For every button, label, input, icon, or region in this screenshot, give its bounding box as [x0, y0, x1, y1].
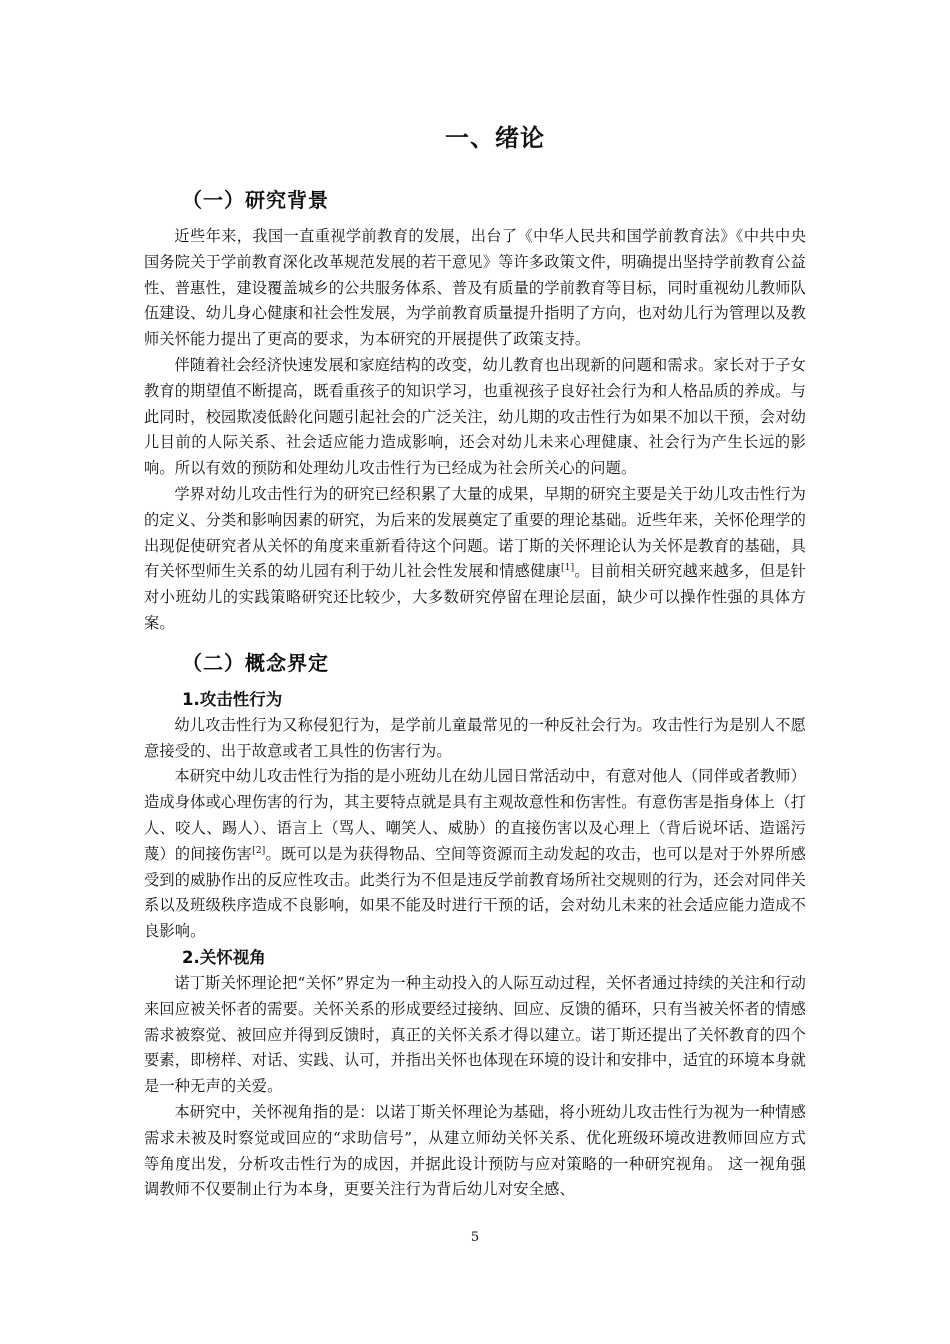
page-content: [144, 118, 806, 1203]
paragraph-policy-background: 近些年来，我国一直重视学前教育的发展，出台了《中华人民共和国学前教育法》《中共中央国务院关于学前教育深化改革规范发展的若干意见》等许多政策文件，明确提出坚持学前教育公益性、普惠性，建设覆盖城乡的公共服务体系、普及有质量的学前教育等目标，同时重视幼儿教师队伍建设、幼儿身心健康和社会性发展，为学前教育质量提升指明了方向，也对幼儿行为管理以及教师关怀能力提出了更高的要求，为本研究的开展提供了政策支持。: [144, 227, 806, 349]
paragraph-care-theory: 诺丁斯关怀理论把“关怀”界定为一种主动投入的人际互动过程，关怀者通过持续的关注和行动来回应被关怀者的需要。关怀关系的形成要经过接纳、回应、反馈的循环，只有当被关怀者的情感需求被察觉、被回应并得到反馈时，真正的关怀关系才得以建立。诺丁斯还提出了关怀教育的四个要素，即榜样、对话、实践、认可，并指出关怀也体现在环境的设计和安排中，适宜的环境本身就是一种无声的关爱。: [144, 973, 806, 1096]
subsection-title-aggressive-behavior: 1.攻击性行为: [182, 689, 283, 709]
section-title-research-background: （一）研究背景: [182, 188, 329, 212]
paragraph-academic-background: [144, 482, 806, 637]
paragraph-text: 本研究中幼儿攻击性行为指的是小班幼儿在幼儿园日常活动中，有意对他人（同伴或者教师）造成身体或心理伤害的行为，其主要特点就是具有主观故意性和伤害性。有意伤害是指身体上（打人、咬人、踢人）、语言上（骂人、嘲笑人、威胁）的直接伤害以及心理上（背后说坏话、造谣污蔑）的间接伤害: [144, 767, 806, 863]
chapter-title: 一、绪论: [445, 124, 545, 152]
page-number: 5: [470, 1230, 480, 1245]
citation-reference: [2]: [252, 845, 266, 856]
paragraph-text: 。目前相关研究越来越多，但是针对小班幼儿的实践策略研究还比较少，大多数研究停留在理论层面，缺少可以操作性强的具体方案。: [144, 562, 806, 632]
paragraph-text: 学界对幼儿攻击性行为的研究已经积累了大量的成果，早期的研究主要是关于幼儿攻击性行为的定义、分类和影响因素的研究，为后来的发展奠定了重要的理论基础。近些年来，关怀伦理学的出现促使研究者从关怀的角度来重新看待这个问题。诺丁斯的关怀理论认为关怀是教育的基础，具有关怀型师生关系的幼儿园有利于幼儿社会性发展和情感健康: [144, 484, 806, 581]
paragraph-aggression-study-definition: [144, 764, 806, 945]
paragraph-aggression-definition: 幼儿攻击性行为又称侵犯行为，是学前儿童最常见的一种反社会行为。攻击性行为是别人不愿意接受的、出于故意或者工具性的伤害行为。: [144, 715, 806, 760]
subsection-title-care-perspective: 2.关怀视角: [182, 947, 266, 967]
citation-reference: [1]: [560, 563, 575, 574]
paragraph-social-background: 伴随着社会经济快速发展和家庭结构的改变，幼儿教育也出现新的问题和需求。家长对于子女教育的期望值不断提高，既看重孩子的知识学习，也重视孩子良好社会行为和人格品质的养成。与此同时，校园欺凌低龄化问题引起社会的广泛关注，幼儿期的攻击性行为如果不加以干预，会对幼儿目前的人际关系、社会适应能力造成影响，还会对幼儿未来心理健康、社会行为产生长远的影响。所以有效的预防和处理幼儿攻击性行为已经成为社会所关心的问题。: [144, 355, 806, 478]
paragraph-care-perspective-definition: 本研究中，关怀视角指的是：以诺丁斯关怀理论为基础，将小班幼儿攻击性行为视为一种情感需求未被及时察觉或回应的“求助信号”，从建立师幼关怀关系、优化班级环境改进教师回应方式等角度出发，分析攻击性行为的成因，并据此设计预防与应对策略的一种研究视角。 这一视角强调教师不仅要制止行为本身，更要关注行为背后幼儿对安全感、: [144, 1102, 806, 1199]
section-title-concept-definition: （二）概念界定: [182, 650, 329, 675]
paragraph-text: 。既可以是为获得物品、空间等资源而主动发起的攻击，也可以是对于外界所感受到的威胁作出的反应性攻击。此类行为不但是违反学前教育场所社交规则的行为，还会对同伴关系以及班级秩序造成不良影响，如果不能及时进行干预的话，会对幼儿未来的社会适应能力造成不良影响。: [144, 844, 806, 941]
